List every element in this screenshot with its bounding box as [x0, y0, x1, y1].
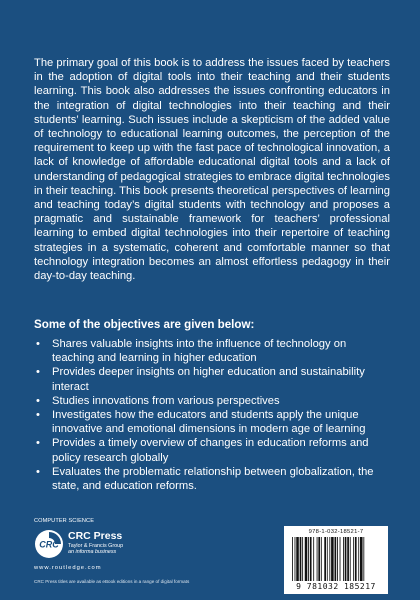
- barcode-bar: [355, 537, 357, 581]
- barcode-bar: [345, 537, 347, 581]
- objective-text: Provides deeper insights on higher education and sustainability interact: [52, 366, 365, 393]
- crc-press-logo-icon: [34, 529, 64, 559]
- publisher-parent: an informa business: [68, 549, 117, 555]
- barcode-bar: [296, 537, 299, 581]
- barcode-bar: [310, 537, 312, 581]
- barcode-bar: [308, 537, 309, 581]
- bullet-icon: •: [36, 366, 40, 379]
- bullet-icon: •: [36, 465, 40, 478]
- barcode-bar: [331, 537, 334, 581]
- barcode-bar: [358, 537, 359, 581]
- subject-category: COMPUTER SCIENCE: [34, 518, 95, 524]
- barcode-panel: [284, 526, 388, 594]
- barcode-icon: [292, 537, 380, 581]
- objective-text: Provides a timely overview of changes in education reforms and policy research globally: [52, 437, 369, 464]
- barcode-bar: [313, 537, 314, 581]
- barcode-bar: [340, 537, 341, 581]
- barcode-bar: [300, 537, 302, 581]
- objective-text: Shares valuable insights into the influence of technology on teaching and learning in higher education: [52, 338, 347, 365]
- objectives-list: [34, 337, 390, 493]
- barcode-bar: [318, 537, 320, 581]
- objectives-heading: Some of the objectives are given below:: [34, 318, 255, 331]
- publisher-group: Taylor & Francis Group: [68, 543, 124, 549]
- list-item: [34, 408, 390, 436]
- barcode-bar: [302, 537, 303, 581]
- list-item: [34, 394, 390, 408]
- barcode-bar: [292, 537, 293, 581]
- publisher-name: CRC Press: [68, 530, 123, 542]
- barcode-bar: [347, 537, 349, 581]
- bullet-icon: •: [36, 394, 40, 407]
- barcode-bar: [295, 537, 296, 581]
- barcode-bar: [363, 537, 364, 581]
- list-item: [34, 365, 390, 393]
- barcode-bar: [353, 537, 354, 581]
- publisher-website: www.routledge.com: [34, 565, 102, 571]
- barcode-bar: [327, 537, 328, 581]
- barcode-bar: [329, 537, 330, 581]
- bullet-icon: •: [36, 437, 40, 450]
- objective-text: Studies innovations from various perspectives: [52, 394, 280, 407]
- isbn-label: 978-1-032-18521-7: [308, 529, 364, 535]
- barcode-bar: [321, 537, 322, 581]
- bullet-icon: •: [36, 409, 40, 422]
- barcode-bar: [360, 537, 363, 581]
- list-item: [34, 436, 390, 464]
- barcode-digits: 9 781032 185217: [296, 582, 376, 591]
- publisher-block: [34, 529, 154, 565]
- barcode-bar: [305, 537, 308, 581]
- barcode-bar: [343, 537, 344, 581]
- ebook-footnote: CRC Press titles are available as eBook editions in a range of digital formats: [34, 579, 190, 584]
- logo-text: CRC: [39, 539, 59, 550]
- back-cover-blurb: The primary goal of this book is to address the issues faced by teachers in the adoption of digital tools into their teaching and their students learning. This book also addresses the issues confronting educators in the integration of digital technologies into their teaching and their students’ learning. Such issues include a skepticism of the added value of technology to educational learning outcomes, the perception of the requirement to keep up with the fast pace of technological innovation, a lack of knowledge of affordable educational digital tools and a lack of understanding of pedagogical strategies to embrace digital technologies in their teaching. This book presents theoretical perspectives of learning and teaching today’s digital students with technology and proposes a pragmatic and sustainable framework for teachers’ professional learning to embed digital technologies into their repertoire of teaching strategies in a systematic, coherent and comfortable manner so that technology integration becomes an almost effortless pedagogy in their day-to-day teaching.: [34, 57, 390, 283]
- list-item: [34, 337, 390, 365]
- bullet-icon: •: [36, 338, 40, 350]
- barcode-bar: [350, 537, 351, 581]
- list-item: [34, 465, 390, 493]
- barcode-bar: [335, 537, 337, 581]
- objective-text: Investigates how the educators and students apply the unique innovative and emotional dimensions in modern age of learning: [52, 409, 366, 436]
- barcode-bar: [317, 537, 318, 581]
- objective-text: Evaluates the problematic relationship between globalization, the state, and education reforms.: [52, 465, 374, 493]
- barcode-bar: [324, 537, 326, 581]
- barcode-bar: [337, 537, 338, 581]
